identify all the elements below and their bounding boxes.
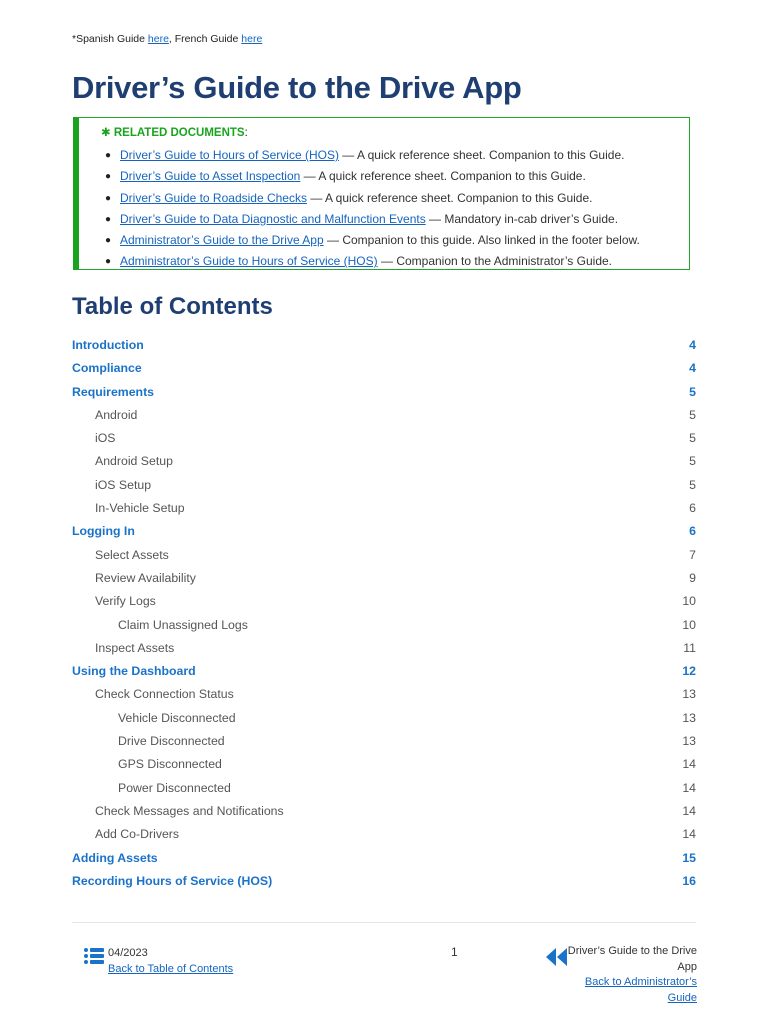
toc-entry[interactable] — [72, 847, 696, 870]
toc-entry-label[interactable]: Add Co-Drivers — [95, 827, 180, 842]
toc-entry[interactable] — [72, 450, 696, 473]
toc-entry-page[interactable]: 5 — [689, 454, 696, 469]
footer-left — [83, 945, 233, 977]
toc-entry[interactable] — [72, 357, 696, 380]
toc-entry-label[interactable]: Vehicle Disconnected — [118, 710, 236, 725]
toc-entry-label[interactable]: Introduction — [72, 338, 144, 352]
related-document-link[interactable]: Administrator’s Guide to Hours of Service (HOS) — [120, 254, 378, 269]
toc-entry-page[interactable]: 5 — [689, 431, 696, 446]
toc-entry-page[interactable]: 11 — [683, 640, 696, 655]
toc-entry-page[interactable]: 14 — [682, 827, 696, 842]
related-document-description: — Companion to this guide. Also linked in the footer below. — [323, 233, 640, 248]
toc-entry-page[interactable]: 6 — [689, 524, 696, 539]
toc-entry-label[interactable]: Compliance — [72, 361, 142, 376]
related-document-description: — A quick reference sheet. Companion to this Guide. — [338, 148, 625, 162]
list-icon[interactable] — [83, 945, 105, 967]
toc-title: Table of Contents — [72, 293, 273, 320]
toc-entry-page[interactable]: 14 — [682, 780, 696, 795]
bullet-icon: ● — [105, 213, 112, 225]
toc-entry-page[interactable]: 5 — [689, 477, 696, 492]
note-middle: , French Guide — [168, 33, 242, 45]
toc-entry-page[interactable]: 14 — [682, 803, 696, 818]
toc-entry-label[interactable]: Verify Logs — [95, 594, 156, 609]
related-document-description: — A quick reference sheet. Companion to this Guide. — [300, 169, 586, 184]
related-document-description: — Mandatory in-cab driver’s Guide. — [425, 211, 619, 226]
toc-entry-page[interactable]: 14 — [682, 757, 696, 772]
toc-entry[interactable] — [72, 637, 696, 660]
toc-entry[interactable] — [72, 683, 696, 706]
related-document-description: — Companion to the Administrator’s Guide. — [377, 254, 612, 269]
back-to-admin-guide-link[interactable]: Back to Administrator’s Guide — [584, 976, 697, 1004]
toc-entry-page[interactable]: 13 — [682, 710, 696, 725]
toc-entry-page[interactable]: 4 — [689, 338, 696, 352]
toc-entry[interactable] — [72, 497, 696, 520]
spanish-guide-link[interactable]: here — [147, 33, 169, 45]
toc-entry[interactable] — [72, 777, 696, 800]
toc-entry-page[interactable]: 6 — [689, 501, 696, 516]
bullet-icon: ● — [105, 192, 112, 204]
toc-entry-label[interactable]: Power Disconnected — [118, 780, 231, 795]
table-of-contents — [72, 334, 696, 893]
toc-entry-page[interactable]: 13 — [682, 734, 696, 749]
toc-entry-label[interactable]: Android Setup — [95, 454, 173, 469]
toc-entry-label[interactable]: Select Assets — [95, 547, 169, 562]
related-documents-heading — [101, 124, 689, 142]
related-document-link[interactable]: Driver’s Guide to Asset Inspection — [120, 169, 301, 184]
bullet-icon: ● — [105, 150, 112, 161]
toc-entry[interactable] — [72, 730, 696, 753]
toc-entry[interactable] — [72, 567, 696, 590]
language-guides-note — [72, 33, 262, 45]
toc-entry-label[interactable]: Inspect Assets — [95, 640, 175, 655]
toc-entry-label[interactable]: Using the Dashboard — [72, 664, 196, 679]
toc-entry[interactable] — [72, 590, 696, 613]
toc-entry-page[interactable]: 7 — [689, 547, 696, 562]
related-document-item — [101, 209, 689, 230]
footer-divider — [72, 922, 696, 923]
back-to-toc-link[interactable]: Back to Table of Contents — [108, 963, 234, 975]
toc-entry-label[interactable]: Drive Disconnected — [118, 734, 225, 749]
toc-entry-page[interactable]: 10 — [682, 617, 696, 632]
related-documents-box — [73, 117, 690, 270]
toc-entry-page[interactable]: 4 — [689, 361, 696, 376]
page-title: Driver’s Guide to the Drive App — [72, 70, 522, 105]
bullet-icon: ● — [105, 256, 112, 268]
footer-right — [567, 944, 697, 1006]
note-prefix: *Spanish Guide — [72, 33, 148, 45]
related-document-description: — A quick reference sheet. Companion to this Guide. — [306, 190, 593, 205]
related-heading-text: RELATED DOCUMENTS — [113, 127, 245, 139]
toc-entry-page[interactable]: 15 — [682, 850, 696, 865]
toc-entry-page[interactable]: 10 — [682, 594, 696, 609]
asterisk-icon: ✱ — [101, 127, 111, 139]
french-guide-link[interactable]: here — [241, 33, 263, 45]
toc-entry-label[interactable]: GPS Disconnected — [118, 757, 222, 772]
related-document-item — [101, 188, 689, 209]
toc-entry-label[interactable]: iOS — [95, 431, 116, 446]
toc-entry-page[interactable]: 13 — [682, 687, 696, 702]
related-document-link[interactable]: Driver’s Guide to Data Diagnostic and Malfunction Events — [120, 211, 426, 226]
toc-entry-label[interactable]: Recording Hours of Service (HOS) — [72, 873, 273, 888]
toc-entry[interactable] — [72, 474, 696, 497]
related-documents-list — [101, 145, 689, 273]
toc-entry-label[interactable]: Check Connection Status — [95, 687, 234, 702]
related-heading-colon: : — [244, 127, 248, 139]
double-arrow-left-icon[interactable] — [545, 946, 569, 968]
toc-entry-label[interactable]: Requirements — [72, 384, 155, 399]
toc-entry-label[interactable]: Review Availability — [95, 570, 196, 585]
related-document-item — [101, 166, 689, 187]
bullet-icon: ● — [105, 235, 112, 247]
toc-entry-label[interactable]: Claim Unassigned Logs — [118, 617, 248, 632]
toc-entry-label[interactable]: In-Vehicle Setup — [95, 501, 185, 516]
related-document-link[interactable]: Driver’s Guide to Roadside Checks — [120, 190, 307, 205]
toc-entry-page[interactable]: 12 — [682, 664, 696, 679]
toc-entry[interactable] — [72, 404, 696, 427]
toc-entry[interactable] — [72, 707, 696, 730]
toc-entry-label[interactable]: Logging In — [72, 524, 135, 539]
related-document-item — [101, 251, 689, 272]
toc-entry[interactable] — [72, 544, 696, 567]
related-document-item — [101, 145, 689, 166]
footer-date: 04/2023 — [108, 947, 148, 959]
toc-entry-page[interactable]: 5 — [689, 407, 696, 422]
related-document-link[interactable]: Administrator’s Guide to the Drive App — [120, 233, 324, 248]
toc-entry-page[interactable]: 5 — [689, 384, 696, 399]
toc-entry[interactable] — [72, 427, 696, 450]
toc-entry[interactable] — [72, 334, 696, 357]
toc-entry[interactable] — [72, 660, 696, 683]
toc-entry[interactable] — [72, 520, 696, 543]
toc-entry-label[interactable]: Adding Assets — [72, 850, 158, 865]
toc-entry-label[interactable]: Android — [95, 407, 138, 422]
toc-entry[interactable] — [72, 870, 696, 893]
toc-entry[interactable] — [72, 800, 696, 823]
toc-entry-page[interactable]: 16 — [682, 873, 696, 888]
toc-entry-label[interactable]: iOS Setup — [95, 477, 152, 492]
toc-entry[interactable] — [72, 381, 696, 404]
toc-entry-page[interactable]: 9 — [689, 570, 696, 585]
toc-entry[interactable] — [72, 753, 696, 776]
bullet-icon: ● — [105, 171, 112, 183]
toc-entry[interactable] — [72, 614, 696, 637]
toc-entry-label[interactable]: Check Messages and Notifications — [95, 803, 284, 818]
footer-guide-title: Driver’s Guide to the Drive App — [567, 945, 697, 973]
toc-entry[interactable] — [72, 823, 696, 846]
related-document-link[interactable]: Driver’s Guide to Hours of Service (HOS) — [120, 148, 339, 162]
page-number: 1 — [451, 945, 458, 959]
related-document-item — [101, 230, 689, 251]
